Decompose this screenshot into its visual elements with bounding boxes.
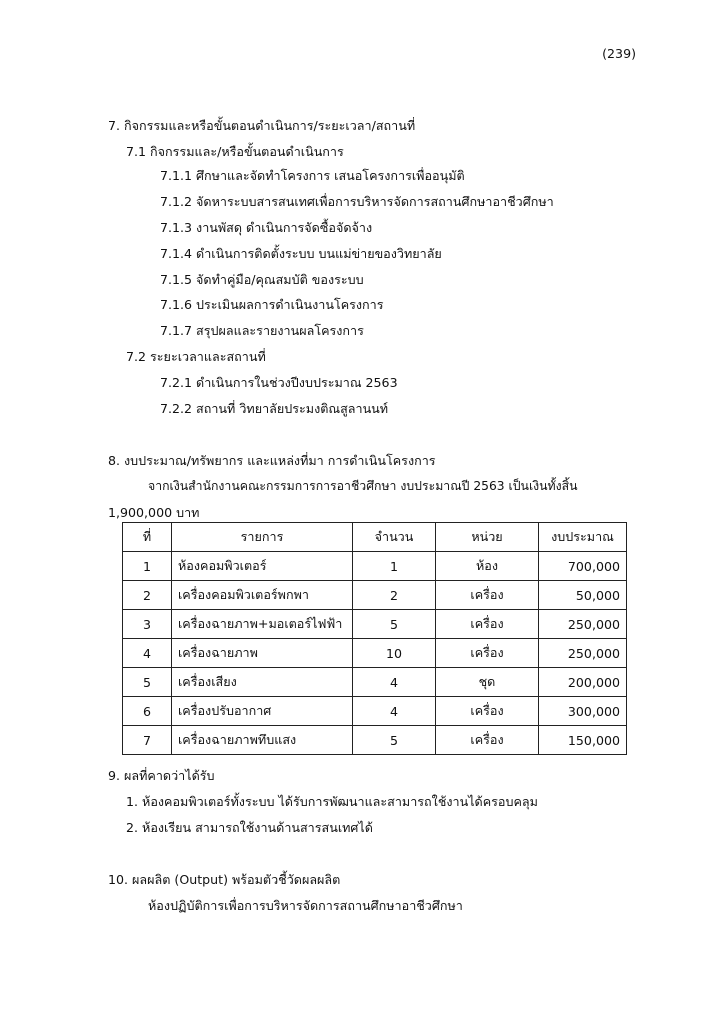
section7-1-item: 7.1.3 งานพัสดุ ดำเนินการจัดซื้อจัดจ้าง — [160, 220, 373, 235]
cell-unit: เครื่อง — [436, 726, 539, 755]
cell-no: 4 — [123, 639, 172, 668]
cell-unit: ห้อง — [436, 552, 539, 581]
cell-quantity: 5 — [353, 610, 436, 639]
cell-budget: 200,000 — [539, 668, 627, 697]
section9-item: 1. ห้องคอมพิวเตอร์ทั้งระบบ ได้รับการพัฒนาและสามารถใช้งานได้ครอบคลุม — [126, 794, 538, 809]
cell-no: 3 — [123, 610, 172, 639]
section7-2-item: 7.2.2 สถานที่ วิทยาลัยประมงติณสูลานนท์ — [160, 401, 389, 416]
section8-total: 1,900,000 บาท — [108, 505, 200, 520]
section7-1-item: 7.1.2 จัดหาระบบสารสนเทศเพื่อการบริหารจัดการสถานศึกษาอาชีวศึกษา — [160, 194, 554, 209]
cell-unit: เครื่อง — [436, 697, 539, 726]
table-row — [123, 697, 627, 726]
cell-item: เครื่องเสียง — [172, 668, 353, 697]
cell-quantity: 10 — [353, 639, 436, 668]
column-header-item: รายการ — [172, 523, 353, 552]
cell-unit: เครื่อง — [436, 610, 539, 639]
cell-no: 2 — [123, 581, 172, 610]
table-row — [123, 726, 627, 755]
cell-item: เครื่องคอมพิวเตอร์พกพา — [172, 581, 353, 610]
cell-budget: 700,000 — [539, 552, 627, 581]
section8-heading: 8. งบประมาณ/ทรัพยากร และแหล่งที่มา การดำเนินโครงการ — [108, 453, 436, 468]
section10-paragraph: ห้องปฏิบัติการเพื่อการบริหารจัดการสถานศึกษาอาชีวศึกษา — [148, 898, 463, 913]
section8-paragraph: จากเงินสำนักงานคณะกรรมการการอาชีวศึกษา งบประมาณปี 2563 เป็นเงินทั้งสิ้น — [148, 479, 578, 493]
cell-budget: 250,000 — [539, 639, 627, 668]
table-row — [123, 668, 627, 697]
cell-unit: เครื่อง — [436, 581, 539, 610]
cell-budget: 150,000 — [539, 726, 627, 755]
cell-no: 7 — [123, 726, 172, 755]
section9-heading: 9. ผลที่คาดว่าได้รับ — [108, 768, 215, 783]
section7-2-item: 7.2.1 ดำเนินการในช่วงปีงบประมาณ 2563 — [160, 375, 398, 390]
section10-heading: 10. ผลผลิต (Output) พร้อมตัวชี้วัดผลผลิต — [108, 872, 341, 887]
column-header-no: ที่ — [123, 523, 172, 552]
cell-quantity: 2 — [353, 581, 436, 610]
cell-no: 6 — [123, 697, 172, 726]
section7-1-item: 7.1.7 สรุปผลและรายงานผลโครงการ — [160, 323, 364, 338]
section7-1-item: 7.1.6 ประเมินผลการดำเนินงานโครงการ — [160, 297, 384, 312]
cell-budget: 300,000 — [539, 697, 627, 726]
page-number: (239) — [602, 46, 636, 61]
cell-budget: 50,000 — [539, 581, 627, 610]
cell-item: เครื่องปรับอากาศ — [172, 697, 353, 726]
cell-no: 1 — [123, 552, 172, 581]
column-header-quantity: จำนวน — [353, 523, 436, 552]
budget-table — [122, 522, 627, 755]
cell-quantity: 4 — [353, 668, 436, 697]
cell-quantity: 4 — [353, 697, 436, 726]
table-header-row — [123, 523, 627, 552]
cell-quantity: 1 — [353, 552, 436, 581]
table-row — [123, 552, 627, 581]
cell-item: เครื่องฉายภาพ — [172, 639, 353, 668]
cell-unit: เครื่อง — [436, 639, 539, 668]
cell-item: เครื่องฉายภาพทึบแสง — [172, 726, 353, 755]
table-row — [123, 610, 627, 639]
section7-1-item: 7.1.5 จัดทำคู่มือ/คุณสมบัติ ของระบบ — [160, 272, 364, 287]
cell-item: ห้องคอมพิวเตอร์ — [172, 552, 353, 581]
cell-budget: 250,000 — [539, 610, 627, 639]
section7-1-item: 7.1.1 ศึกษาและจัดทำโครงการ เสนอโครงการเพื่ออนุมัติ — [160, 168, 465, 183]
column-header-unit: หน่วย — [436, 523, 539, 552]
table-row — [123, 639, 627, 668]
section7-heading: 7. กิจกรรมและหรือขั้นตอนดำเนินการ/ระยะเวลา/สถานที่ — [108, 118, 416, 133]
cell-quantity: 5 — [353, 726, 436, 755]
cell-unit: ชุด — [436, 668, 539, 697]
table-row — [123, 581, 627, 610]
section7-1-item: 7.1.4 ดำเนินการติดตั้งระบบ บนแม่ข่ายของวิทยาลัย — [160, 246, 442, 261]
column-header-budget: งบประมาณ — [539, 523, 627, 552]
section9-item: 2. ห้องเรียน สามารถใช้งานด้านสารสนเทศได้ — [126, 820, 373, 835]
cell-no: 5 — [123, 668, 172, 697]
section7-2-heading: 7.2 ระยะเวลาและสถานที่ — [126, 349, 266, 364]
section7-1-heading: 7.1 กิจกรรมและ/หรือขั้นตอนดำเนินการ — [126, 144, 344, 159]
cell-item: เครื่องฉายภาพ+มอเตอร์ไฟฟ้า — [172, 610, 353, 639]
